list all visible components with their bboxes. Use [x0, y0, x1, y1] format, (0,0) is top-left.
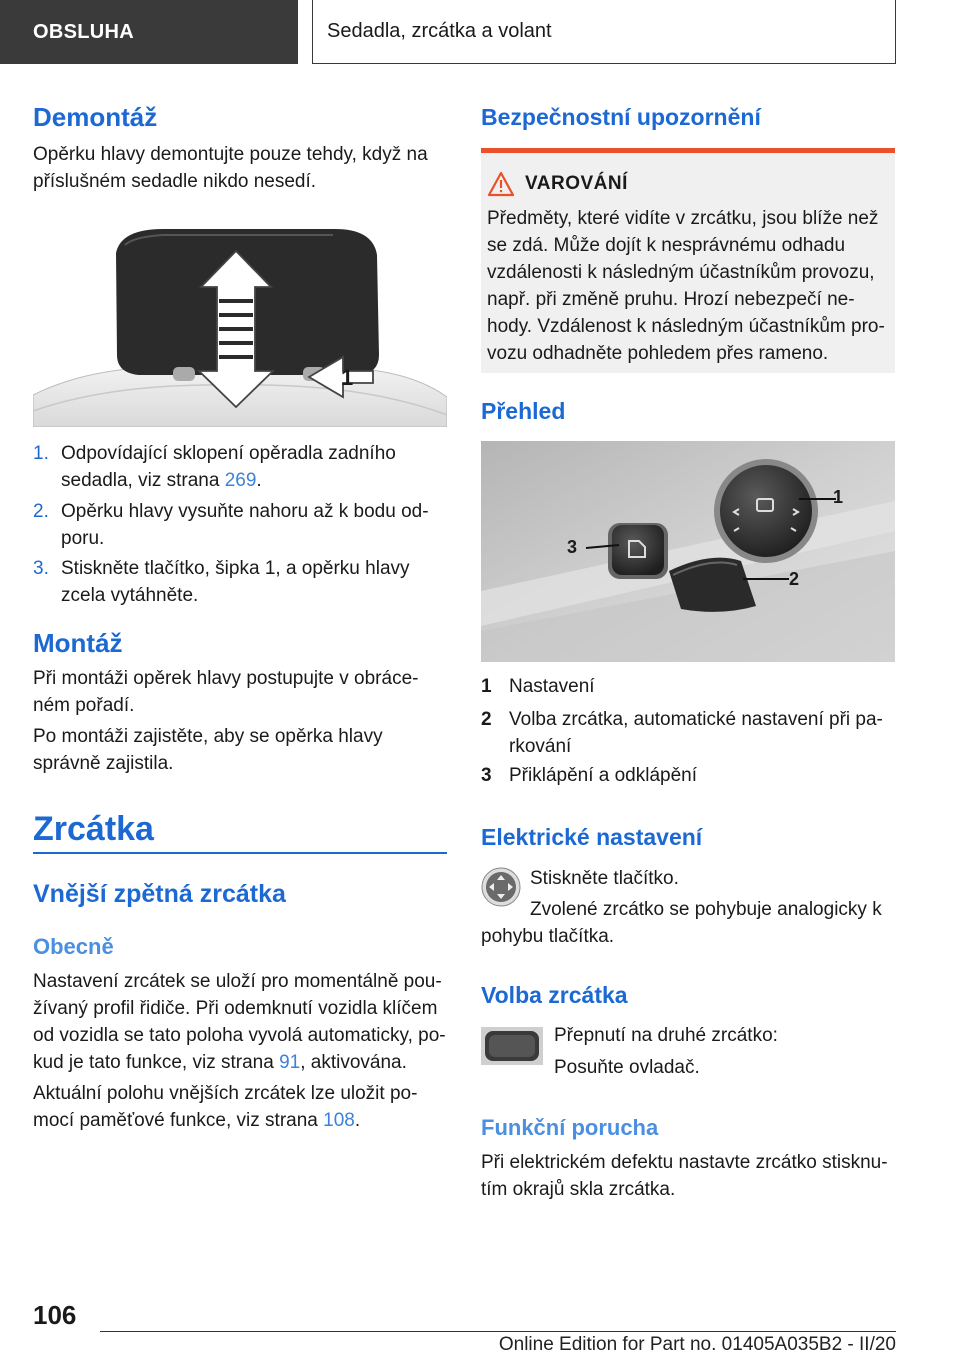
- legend-number: 1: [481, 676, 492, 697]
- step-item: [33, 498, 447, 552]
- legend-item: [481, 762, 895, 789]
- heading-vnejsi-zrcatka: Vnější zpětná zrcátka: [33, 880, 286, 908]
- obecne-para-1: Nastavení zrcátek se uloží pro momentálně používaný profil řidiče. Při odemknutí vozidla klíčem od vozidla se tato poloha vyvolá automaticky, pokud je tato funkce, viz strana 91, aktivována.: [33, 971, 446, 1073]
- headrest-illustration: [33, 215, 447, 427]
- chapter-rule: [33, 852, 447, 854]
- heading-obecne: Obecně: [33, 934, 114, 959]
- porucha-para: Při elektrickém defektu nastavte zrcátko stisknutím okrajů skla zrcátka.: [481, 1152, 888, 1200]
- warning-box: [481, 148, 895, 373]
- warning-title: VAROVÁNÍ: [525, 173, 628, 194]
- step-item: [33, 555, 447, 609]
- figure-callout-1: 1: [833, 487, 844, 507]
- step-number: 3.: [33, 558, 49, 579]
- legend-text: Přiklápění a odklápění: [509, 765, 698, 786]
- step-number: 2.: [33, 501, 49, 522]
- volba-para-2: Posuňte ovladač.: [554, 1057, 700, 1078]
- legend-number: 2: [481, 709, 492, 730]
- legend-item: [481, 673, 895, 700]
- figure-callout-2: 2: [789, 569, 800, 589]
- chapter-title: Sedadla, zrcátka a volant: [312, 0, 896, 64]
- edition-note: Online Edition for Part no. 01405A035B2 - II/20: [498, 1334, 896, 1355]
- mirror-selector-icon: [481, 1027, 543, 1070]
- step-text: Stiskněte tlačítko, šipka 1, a opěrku hlavy zcela vytáhněte.: [61, 558, 410, 606]
- heading-prehled: Přehled: [481, 398, 566, 424]
- heading-montaz: Montáž: [33, 628, 123, 658]
- legend-number: 3: [481, 765, 492, 786]
- obecne-para-2: Aktuální polohu vnějších zrcátek lze uložit pomocí paměťové funkce, viz strana 108.: [33, 1083, 418, 1131]
- demontaz-intro: Opěrku hlavy demontujte pouze tehdy, když na příslušném sedadle nikdo nesedí.: [33, 144, 428, 192]
- page-number: 106: [33, 1300, 77, 1330]
- volba-para-1: Přepnutí na druhé zrcátko:: [554, 1025, 778, 1046]
- heading-bezpecnostni: Bezpečnostní upozornění: [481, 104, 761, 130]
- elektr-para-1: Stiskněte tlačítko.: [530, 868, 679, 889]
- elektr-para-2: Zvolené zrcátko se pohybuje analogicky k pohybu tlačítka.: [481, 899, 882, 947]
- montaz-para-1: Při montáži opěrek hlavy postupujte v obráceném pořadí.: [33, 668, 419, 716]
- heading-volba-zrcatka: Volba zrcátka: [481, 982, 628, 1008]
- page-link-108[interactable]: 108: [323, 1110, 355, 1131]
- footer-rule: [100, 1331, 896, 1332]
- heading-funkcni-porucha: Funkční porucha: [481, 1115, 659, 1140]
- figure-callout-3: 3: [567, 537, 578, 557]
- montaz-para-2: Po montáži zajistěte, aby se opěrka hlavy správně zajistila.: [33, 726, 383, 774]
- legend-text: Volba zrcátka, automatické nastavení při parkování: [509, 709, 883, 757]
- step-text: Opěrku hlavy vysuňte nahoru až k bodu odporu.: [61, 501, 429, 549]
- step-text: Odpovídající sklopení opěradla zadního sedadla, viz strana: [61, 443, 396, 491]
- step-item: 1. Odpovídající sklopení opěradla zadního sedadla, viz strana 269.: [33, 440, 447, 494]
- page-link-91[interactable]: 91: [279, 1052, 301, 1073]
- heading-zrcatka: Zrcátka: [33, 810, 154, 848]
- mirror-controls-illustration: [481, 441, 895, 662]
- warning-triangle-icon: [487, 171, 515, 202]
- heading-elektricke-nastaveni: Elektrické nastavení: [481, 824, 703, 850]
- heading-demontaz: Demontáž: [33, 102, 158, 132]
- legend-text: Nastavení: [509, 676, 595, 697]
- step-number: 1.: [33, 443, 49, 464]
- page-link-269[interactable]: 269: [224, 470, 257, 491]
- warning-text: Předměty, které vidíte v zrcátku, jsou blíže než se zdá. Může dojít k nesprávnému odhadu vzdálenosti k následným účastníkům provozu, např. při změně pruhu. Hrozí nebezpečí nehody. Vzdálenost k následným účastníkům provozu odhadněte pohledem přes rameno.: [487, 208, 885, 364]
- section-tab: OBSLUHA: [0, 0, 298, 64]
- legend-item: [481, 706, 895, 760]
- figure-callout-1: 1: [341, 365, 354, 390]
